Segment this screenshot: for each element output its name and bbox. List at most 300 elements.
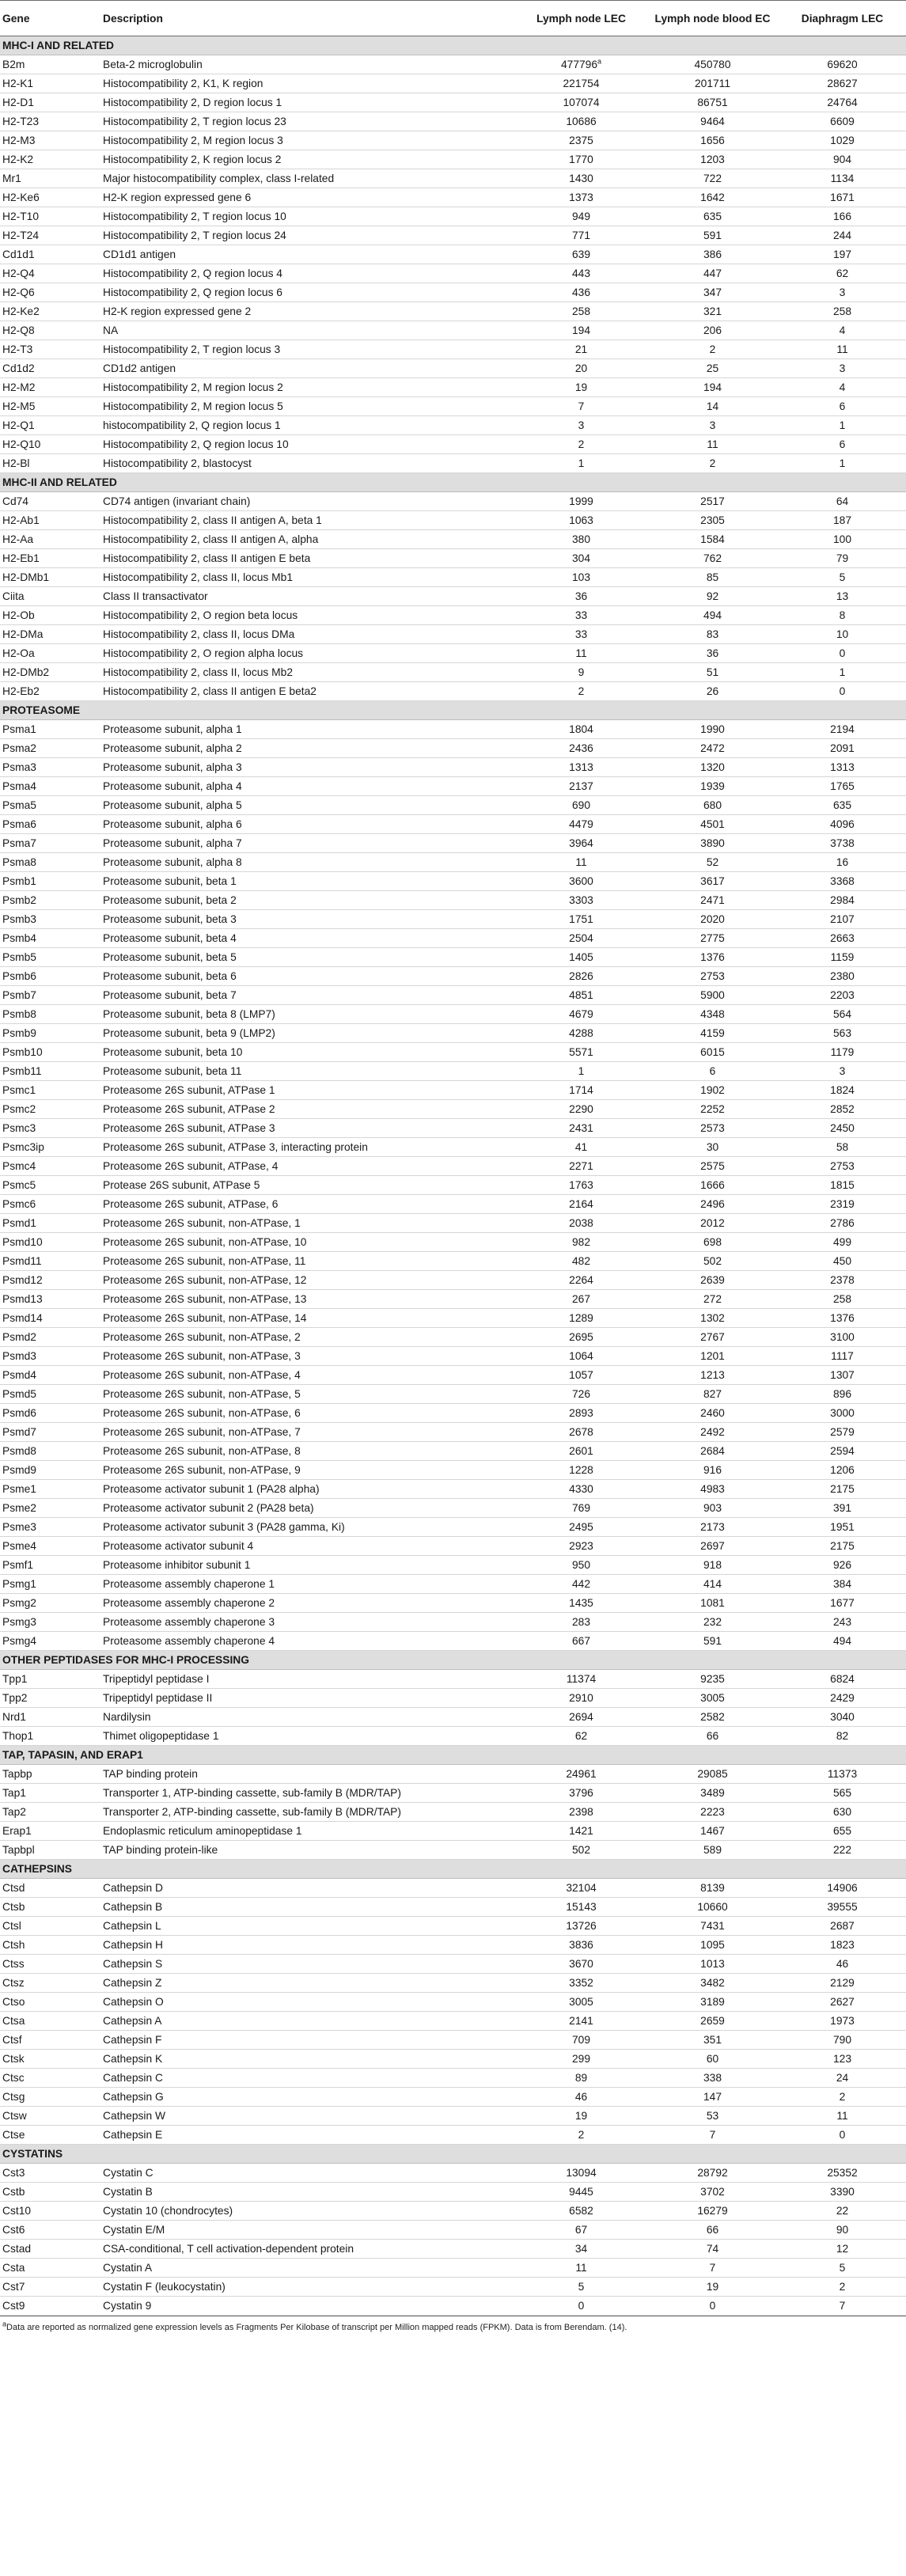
gene-value: Cst7: [2, 2280, 25, 2293]
diaphragm-lec-value: 1951: [830, 1520, 855, 1533]
description-value: Proteasome 26S subunit, non-ATPase, 3: [103, 1349, 301, 1362]
gene-value: Psmc3ip: [2, 1140, 44, 1153]
description-cell: [100, 2107, 515, 2126]
lymph-node-lec-cell: [515, 1936, 646, 1955]
lymph-node-lec-value: 2164: [569, 1197, 593, 1210]
diaphragm-lec-cell: [778, 1290, 906, 1309]
lymph-node-blood-ec-cell: [646, 1328, 778, 1347]
diaphragm-lec-value: 6609: [830, 115, 855, 127]
description-cell: [100, 1841, 515, 1860]
lymph-node-lec-cell: [515, 2126, 646, 2145]
description-cell: [100, 1993, 515, 2012]
diaphragm-lec-value: 2319: [830, 1197, 855, 1210]
diaphragm-lec-cell: [778, 568, 906, 587]
lymph-node-lec-value: 771: [571, 229, 591, 241]
lymph-node-blood-ec-cell: [646, 853, 778, 872]
description-value: TAP binding protein-like: [103, 1843, 218, 1856]
diaphragm-lec-value: 1765: [830, 780, 855, 792]
gene-value: Psme3: [2, 1520, 36, 1533]
gene-cell: [0, 74, 100, 93]
description-cell: [100, 1936, 515, 1955]
table-row: [0, 2164, 906, 2183]
table-row: [0, 378, 906, 397]
lymph-node-blood-ec-cell: [646, 2240, 778, 2259]
lymph-node-blood-ec-cell: [646, 169, 778, 188]
diaphragm-lec-cell: [778, 1803, 906, 1822]
lymph-node-lec-cell: [515, 1518, 646, 1537]
gene-value: Mr1: [2, 172, 21, 184]
description-cell: [100, 2259, 515, 2278]
description-value: Cathepsin G: [103, 2090, 164, 2103]
lymph-node-lec-cell: [515, 1328, 646, 1347]
lymph-node-blood-ec-value: 3617: [700, 874, 725, 887]
lymph-node-lec-cell: [515, 2202, 646, 2221]
lymph-node-blood-ec-value: 4983: [700, 1482, 725, 1495]
description-cell: [100, 1613, 515, 1632]
gene-cell: [0, 606, 100, 625]
diaphragm-lec-cell: [778, 150, 906, 169]
description-cell: [100, 1499, 515, 1518]
diaphragm-lec-cell: [778, 1613, 906, 1632]
table-row: [0, 1347, 906, 1366]
gene-cell: [0, 1062, 100, 1081]
lymph-node-lec-cell: [515, 2050, 646, 2069]
lymph-node-lec-cell: [515, 1480, 646, 1499]
gene-cell: [0, 1879, 100, 1898]
description-value: CD1d2 antigen: [103, 362, 176, 374]
table-row: [0, 1537, 906, 1556]
table-row: [0, 188, 906, 207]
gene-value: Ctsh: [2, 1938, 25, 1951]
lymph-node-blood-ec-value: 1213: [700, 1368, 725, 1381]
table-row: [0, 1062, 906, 1081]
lymph-node-lec-value: 3670: [569, 1957, 593, 1970]
lymph-node-blood-ec-cell: [646, 2012, 778, 2031]
diaphragm-lec-cell: [778, 1632, 906, 1651]
table-row: [0, 1100, 906, 1119]
gene-cell: [0, 112, 100, 131]
gene-value: H2-Eb2: [2, 685, 40, 697]
gene-value: Cst9: [2, 2299, 25, 2312]
lymph-node-blood-ec-cell: [646, 1024, 778, 1043]
lymph-node-blood-ec-cell: [646, 435, 778, 454]
lymph-node-blood-ec-value: 2: [709, 457, 716, 469]
lymph-node-lec-value: 20: [574, 362, 588, 374]
diaphragm-lec-cell: [778, 758, 906, 777]
lymph-node-blood-ec-value: 10660: [697, 1900, 728, 1913]
description-cell: [100, 2164, 515, 2183]
table-row: [0, 131, 906, 150]
diaphragm-lec-value: 1134: [830, 172, 855, 184]
gene-value: H2-DMb2: [2, 666, 50, 678]
lymph-node-lec-value: 726: [571, 1387, 591, 1400]
lymph-node-lec-cell: [515, 1822, 646, 1841]
gene-cell: [0, 93, 100, 112]
table-row: [0, 93, 906, 112]
gene-cell: [0, 1936, 100, 1955]
gene-value: Ctse: [2, 2128, 25, 2141]
table-row: [0, 435, 906, 454]
description-value: Histocompatibility 2, T region locus 24: [103, 229, 286, 241]
gene-cell: [0, 549, 100, 568]
gene-cell: [0, 2069, 100, 2088]
table-row: [0, 1195, 906, 1214]
lymph-node-blood-ec-cell: [646, 1518, 778, 1537]
lymph-node-lec-cell: [515, 644, 646, 663]
gene-cell: [0, 1993, 100, 2012]
lymph-node-blood-ec-value: 3702: [700, 2185, 725, 2198]
gene-cell: [0, 1195, 100, 1214]
diaphragm-lec-value: 79: [836, 552, 849, 564]
lymph-node-blood-ec-cell: [646, 1309, 778, 1328]
description-cell: [100, 910, 515, 929]
gene-cell: [0, 2240, 100, 2259]
table-row: [0, 853, 906, 872]
lymph-node-lec-cell: [515, 302, 646, 321]
diaphragm-lec-cell: [778, 2297, 906, 2316]
lymph-node-blood-ec-value: 2471: [700, 893, 725, 906]
gene-cell: [0, 2031, 100, 2050]
lymph-node-lec-cell: [515, 853, 646, 872]
gene-value: Erap1: [2, 1824, 32, 1837]
lymph-node-lec-value: 482: [571, 1254, 591, 1267]
description-cell: [100, 245, 515, 264]
description-cell: [100, 1062, 515, 1081]
footnote: [0, 2316, 906, 2332]
description-cell: [100, 226, 515, 245]
diaphragm-lec-value: 16: [836, 856, 849, 868]
description-cell: [100, 1366, 515, 1385]
table-row: [0, 302, 906, 321]
lymph-node-blood-ec-value: 6: [709, 1064, 716, 1077]
diaphragm-lec-value: 896: [832, 1387, 852, 1400]
diaphragm-lec-cell: [778, 948, 906, 967]
lymph-node-blood-ec-cell: [646, 1157, 778, 1176]
gene-cell: [0, 207, 100, 226]
description-value: Beta-2 microglobulin: [103, 58, 203, 70]
table-row: [0, 1157, 906, 1176]
table-row: [0, 321, 906, 340]
description-value: Histocompatibility 2, D region locus 1: [103, 96, 282, 108]
lymph-node-lec-cell: [515, 1233, 646, 1252]
diaphragm-lec-value: 5: [839, 571, 846, 583]
lymph-node-blood-ec-value: 6015: [700, 1045, 725, 1058]
diaphragm-lec-cell: [778, 853, 906, 872]
gene-cell: [0, 834, 100, 853]
description-value: Tripeptidyl peptidase I: [103, 1672, 210, 1685]
gene-value: Psmd6: [2, 1406, 36, 1419]
diaphragm-lec-cell: [778, 1271, 906, 1290]
description-value: Endoplasmic reticulum aminopeptidase 1: [103, 1824, 302, 1837]
lymph-node-blood-ec-value: 2775: [700, 931, 725, 944]
lymph-node-lec-value: 2495: [569, 1520, 593, 1533]
lymph-node-lec-value: 477796: [560, 58, 598, 70]
lymph-node-blood-ec-value: 1320: [700, 761, 725, 773]
description-cell: [100, 1803, 515, 1822]
table-row: [0, 644, 906, 663]
lymph-node-blood-ec-cell: [646, 1537, 778, 1556]
gene-value: Psmb9: [2, 1026, 36, 1039]
diaphragm-lec-value: 58: [836, 1140, 849, 1153]
description-cell: [100, 93, 515, 112]
gene-cell: [0, 264, 100, 283]
table-row: [0, 2297, 906, 2316]
lymph-node-lec-cell: [515, 2183, 646, 2202]
description-value: histocompatibility 2, Q region locus 1: [103, 419, 281, 431]
diaphragm-lec-value: 1029: [830, 134, 855, 146]
lymph-node-blood-ec-cell: [646, 74, 778, 93]
description-value: Proteasome subunit, beta 7: [103, 988, 237, 1001]
header-lymph-node-lec: Lymph node LEC: [515, 1, 646, 36]
lymph-node-blood-ec-value: 591: [703, 1634, 722, 1647]
lymph-node-lec-cell: [515, 929, 646, 948]
section-header-row: [0, 1746, 906, 1765]
diaphragm-lec-value: 10: [836, 628, 849, 640]
lymph-node-blood-ec-cell: [646, 359, 778, 378]
lymph-node-lec-cell: [515, 378, 646, 397]
diaphragm-lec-cell: [778, 1841, 906, 1860]
lymph-node-blood-ec-cell: [646, 587, 778, 606]
diaphragm-lec-value: 630: [832, 1805, 852, 1818]
gene-value: Cd1d2: [2, 362, 35, 374]
diaphragm-lec-value: 1: [839, 666, 846, 678]
table-row: [0, 2088, 906, 2107]
table-row: [0, 2278, 906, 2297]
diaphragm-lec-cell: [778, 1879, 906, 1898]
description-value: Cathepsin S: [103, 1957, 163, 1970]
lymph-node-blood-ec-cell: [646, 1404, 778, 1423]
table-row: [0, 74, 906, 93]
lymph-node-blood-ec-value: 321: [703, 305, 722, 317]
gene-value: Ctsf: [2, 2033, 22, 2046]
diaphragm-lec-value: 4096: [830, 818, 855, 830]
lymph-node-lec-cell: [515, 1005, 646, 1024]
diaphragm-lec-value: 244: [832, 229, 852, 241]
gene-cell: [0, 1708, 100, 1727]
gene-value: Ciita: [2, 590, 25, 602]
lymph-node-blood-ec-cell: [646, 1005, 778, 1024]
table-row: [0, 1081, 906, 1100]
lymph-node-blood-ec-value: 494: [703, 609, 722, 621]
diaphragm-lec-value: 90: [836, 2223, 849, 2236]
gene-cell: [0, 625, 100, 644]
gene-value: Tapbpl: [2, 1843, 35, 1856]
diaphragm-lec-value: 258: [832, 1292, 852, 1305]
gene-value: Cst3: [2, 2166, 25, 2179]
lymph-node-blood-ec-value: 7: [709, 2128, 716, 2141]
description-cell: [100, 264, 515, 283]
diaphragm-lec-value: 69620: [827, 58, 858, 70]
diaphragm-lec-cell: [778, 207, 906, 226]
gene-cell: [0, 1024, 100, 1043]
description-cell: [100, 777, 515, 796]
gene-value: Cst6: [2, 2223, 25, 2236]
table-row: [0, 1385, 906, 1404]
gene-cell: [0, 169, 100, 188]
lymph-node-blood-ec-cell: [646, 720, 778, 739]
lymph-node-lec-cell: [515, 1993, 646, 2012]
description-cell: [100, 1632, 515, 1651]
diaphragm-lec-cell: [778, 1157, 906, 1176]
diaphragm-lec-value: 1671: [830, 191, 855, 203]
diaphragm-lec-value: 1677: [830, 1596, 855, 1609]
lymph-node-blood-ec-cell: [646, 986, 778, 1005]
description-value: Proteasome subunit, beta 11: [103, 1064, 242, 1077]
lymph-node-blood-ec-cell: [646, 530, 778, 549]
lymph-node-blood-ec-value: 2012: [700, 1216, 725, 1229]
description-cell: [100, 929, 515, 948]
lymph-node-blood-ec-value: 4159: [700, 1026, 725, 1039]
gene-value: Psmb3: [2, 912, 36, 925]
diaphragm-lec-cell: [778, 1518, 906, 1537]
lymph-node-blood-ec-value: 1902: [700, 1083, 725, 1096]
gene-value: Psmd13: [2, 1292, 43, 1305]
lymph-node-blood-ec-value: 66: [706, 1729, 719, 1742]
lymph-node-blood-ec-value: 1095: [700, 1938, 725, 1951]
lymph-node-blood-ec-cell: [646, 2088, 778, 2107]
lymph-node-blood-ec-cell: [646, 1898, 778, 1917]
lymph-node-blood-ec-value: 1939: [700, 780, 725, 792]
table-row: [0, 454, 906, 473]
section-title: CYSTATINS: [0, 2145, 906, 2164]
gene-cell: [0, 2164, 100, 2183]
gene-value: Psmd2: [2, 1330, 36, 1343]
description-cell: [100, 1765, 515, 1784]
gene-cell: [0, 1537, 100, 1556]
lymph-node-lec-cell: [515, 1062, 646, 1081]
lymph-node-blood-ec-value: 2223: [700, 1805, 725, 1818]
gene-value: H2-Ab1: [2, 514, 40, 526]
lymph-node-lec-value: 2: [578, 685, 585, 697]
table-row: [0, 549, 906, 568]
lymph-node-lec-value: 2141: [569, 2014, 593, 2027]
lymph-node-lec-cell: [515, 1290, 646, 1309]
lymph-node-blood-ec-cell: [646, 2069, 778, 2088]
gene-cell: [0, 1214, 100, 1233]
description-value: Thimet oligopeptidase 1: [103, 1729, 219, 1742]
gene-cell: [0, 1499, 100, 1518]
lymph-node-blood-ec-cell: [646, 2202, 778, 2221]
lymph-node-lec-value: 1714: [569, 1083, 593, 1096]
description-value: Cathepsin H: [103, 1938, 163, 1951]
lymph-node-blood-ec-value: 2496: [700, 1197, 725, 1210]
gene-cell: [0, 2183, 100, 2202]
gene-value: Psmd10: [2, 1235, 43, 1248]
diaphragm-lec-value: 1206: [830, 1463, 855, 1476]
description-cell: [100, 2297, 515, 2316]
gene-value: Psmb11: [2, 1064, 42, 1077]
lymph-node-blood-ec-cell: [646, 834, 778, 853]
gene-cell: [0, 644, 100, 663]
table-row: [0, 1499, 906, 1518]
lymph-node-lec-value: 41: [574, 1140, 588, 1153]
diaphragm-lec-cell: [778, 112, 906, 131]
lymph-node-lec-cell: [515, 1955, 646, 1974]
lymph-node-lec-value: 2504: [569, 931, 593, 944]
description-cell: [100, 150, 515, 169]
lymph-node-blood-ec-value: 918: [703, 1558, 722, 1571]
diaphragm-lec-cell: [778, 625, 906, 644]
description-cell: [100, 302, 515, 321]
lymph-node-lec-cell: [515, 2221, 646, 2240]
description-cell: [100, 1480, 515, 1499]
lymph-node-lec-cell: [515, 1157, 646, 1176]
diaphragm-lec-cell: [778, 2202, 906, 2221]
gene-cell: [0, 587, 100, 606]
diaphragm-lec-cell: [778, 1993, 906, 2012]
gene-cell: [0, 720, 100, 739]
lymph-node-lec-value: 34: [574, 2242, 588, 2255]
description-value: Histocompatibility 2, M region locus 2: [103, 381, 283, 393]
diaphragm-lec-cell: [778, 283, 906, 302]
lymph-node-lec-value: 15143: [566, 1900, 597, 1913]
table-body: [0, 36, 906, 2316]
table-row: [0, 397, 906, 416]
lymph-node-blood-ec-cell: [646, 1347, 778, 1366]
lymph-node-lec-value: 2910: [569, 1691, 593, 1704]
lymph-node-blood-ec-cell: [646, 2050, 778, 2069]
description-cell: [100, 568, 515, 587]
lymph-node-lec-value: 690: [571, 799, 591, 811]
description-value: Histocompatibility 2, O region beta locus: [103, 609, 298, 621]
gene-value: H2-Q6: [2, 286, 35, 298]
lymph-node-blood-ec-cell: [646, 131, 778, 150]
lymph-node-lec-cell: [515, 1309, 646, 1328]
description-cell: [100, 2202, 515, 2221]
diaphragm-lec-value: 2753: [830, 1159, 855, 1172]
lymph-node-lec-cell: [515, 2240, 646, 2259]
lymph-node-blood-ec-cell: [646, 1366, 778, 1385]
description-value: Histocompatibility 2, class II, locus Mb2: [103, 666, 293, 678]
gene-value: Tap1: [2, 1786, 26, 1799]
gene-cell: [0, 302, 100, 321]
lymph-node-blood-ec-value: 2639: [700, 1273, 725, 1286]
description-cell: [100, 1955, 515, 1974]
table-row: [0, 739, 906, 758]
diaphragm-lec-cell: [778, 2069, 906, 2088]
description-value: Proteasome 26S subunit, non-ATPase, 14: [103, 1311, 307, 1324]
description-cell: [100, 1708, 515, 1727]
footnote-reference-marker: a: [597, 56, 602, 65]
lymph-node-lec-cell: [515, 1081, 646, 1100]
description-value: Histocompatibility 2, class II antigen E beta2: [103, 685, 317, 697]
lymph-node-lec-cell: [515, 720, 646, 739]
lymph-node-blood-ec-cell: [646, 2183, 778, 2202]
diaphragm-lec-value: 5: [839, 2261, 846, 2274]
diaphragm-lec-cell: [778, 929, 906, 948]
gene-cell: [0, 511, 100, 530]
diaphragm-lec-value: 0: [839, 2128, 846, 2141]
description-value: Proteasome subunit, alpha 5: [103, 799, 242, 811]
gene-value: Tpp2: [2, 1691, 28, 1704]
lymph-node-blood-ec-cell: [646, 207, 778, 226]
section-header-row: [0, 1860, 906, 1879]
description-value: Histocompatibility 2, K region locus 2: [103, 153, 282, 165]
lymph-node-blood-ec-value: 916: [703, 1463, 722, 1476]
lymph-node-blood-ec-cell: [646, 1822, 778, 1841]
header-diaphragm-lec: Diaphragm LEC: [778, 1, 906, 36]
gene-value: H2-DMb1: [2, 571, 50, 583]
lymph-node-blood-ec-value: 2659: [700, 2014, 725, 2027]
table-row: [0, 2221, 906, 2240]
lymph-node-blood-ec-cell: [646, 1689, 778, 1708]
lymph-node-lec-cell: [515, 511, 646, 530]
footnote-marker: a: [2, 2320, 7, 2328]
diaphragm-lec-cell: [778, 967, 906, 986]
diaphragm-lec-cell: [778, 93, 906, 112]
lymph-node-lec-cell: [515, 1138, 646, 1157]
diaphragm-lec-value: 243: [832, 1615, 852, 1628]
